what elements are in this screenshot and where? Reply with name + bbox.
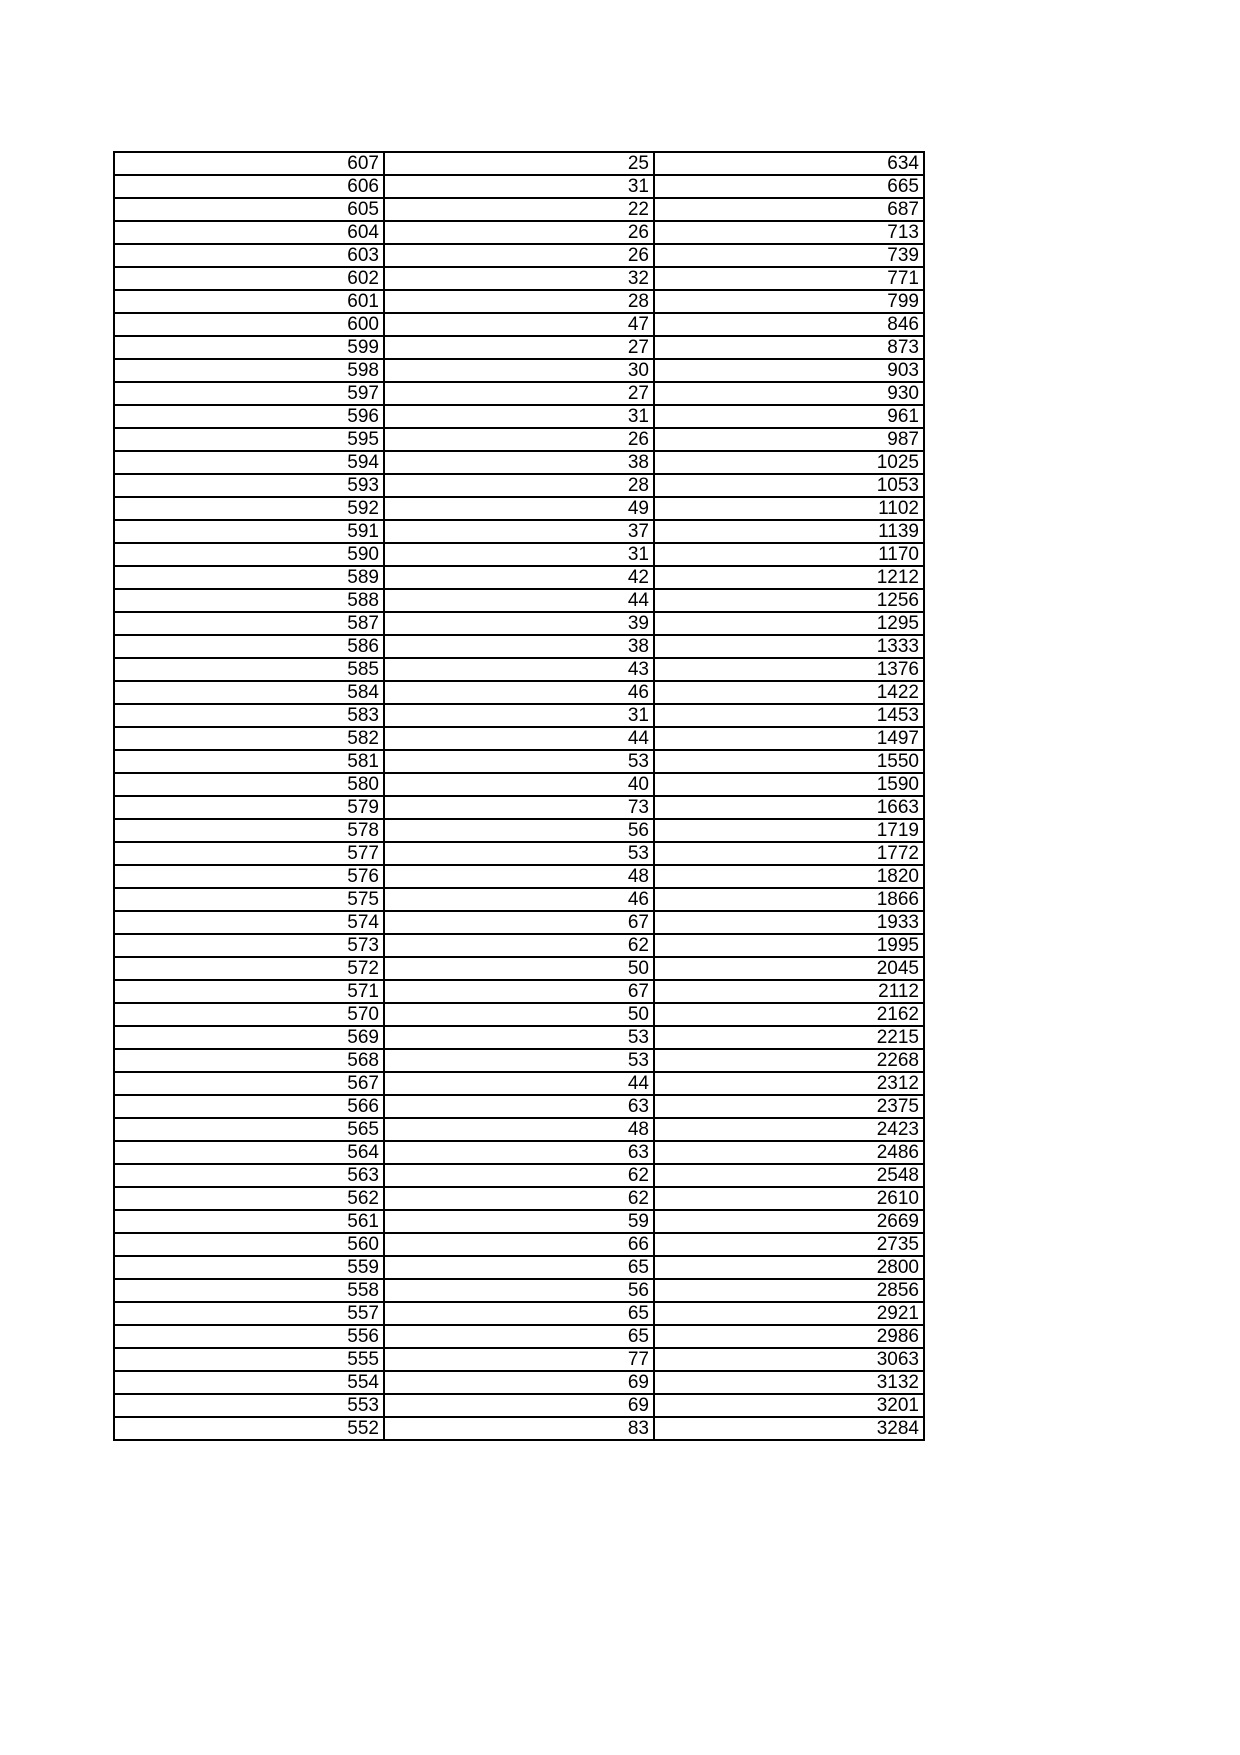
table-row — [114, 221, 924, 244]
score-cell: 602 — [114, 267, 384, 290]
table-row — [114, 635, 924, 658]
cumulative-cell: 3132 — [654, 1371, 924, 1394]
score-cell: 600 — [114, 313, 384, 336]
cumulative-cell: 930 — [654, 382, 924, 405]
cumulative-cell: 1376 — [654, 658, 924, 681]
cumulative-cell: 2735 — [654, 1233, 924, 1256]
table-row — [114, 267, 924, 290]
table-row — [114, 1348, 924, 1371]
table-row — [114, 1302, 924, 1325]
table-row — [114, 290, 924, 313]
cumulative-cell: 2215 — [654, 1026, 924, 1049]
count-cell: 73 — [384, 796, 654, 819]
table-row — [114, 428, 924, 451]
table-row — [114, 612, 924, 635]
count-cell: 26 — [384, 221, 654, 244]
count-cell: 38 — [384, 635, 654, 658]
count-cell: 67 — [384, 980, 654, 1003]
cumulative-cell: 1497 — [654, 727, 924, 750]
table-row — [114, 888, 924, 911]
cumulative-cell: 1139 — [654, 520, 924, 543]
table-row — [114, 152, 924, 175]
score-cell: 588 — [114, 589, 384, 612]
table-row — [114, 957, 924, 980]
count-cell: 28 — [384, 474, 654, 497]
cumulative-cell: 665 — [654, 175, 924, 198]
count-cell: 65 — [384, 1256, 654, 1279]
table-row — [114, 1072, 924, 1095]
cumulative-cell: 713 — [654, 221, 924, 244]
cumulative-cell: 2986 — [654, 1325, 924, 1348]
count-cell: 30 — [384, 359, 654, 382]
count-cell: 44 — [384, 589, 654, 612]
cumulative-cell: 873 — [654, 336, 924, 359]
table-row — [114, 1164, 924, 1187]
count-cell: 39 — [384, 612, 654, 635]
cumulative-cell: 2162 — [654, 1003, 924, 1026]
score-cell: 577 — [114, 842, 384, 865]
count-cell: 32 — [384, 267, 654, 290]
table-row — [114, 934, 924, 957]
table-row — [114, 1394, 924, 1417]
table-row — [114, 1417, 924, 1440]
cumulative-cell: 2312 — [654, 1072, 924, 1095]
count-cell: 38 — [384, 451, 654, 474]
cumulative-cell: 2423 — [654, 1118, 924, 1141]
count-cell: 28 — [384, 290, 654, 313]
count-cell: 63 — [384, 1141, 654, 1164]
cumulative-cell: 2800 — [654, 1256, 924, 1279]
count-cell: 48 — [384, 1118, 654, 1141]
count-cell: 26 — [384, 428, 654, 451]
table-row — [114, 1118, 924, 1141]
score-cell: 576 — [114, 865, 384, 888]
count-cell: 56 — [384, 819, 654, 842]
table-row — [114, 313, 924, 336]
cumulative-cell: 1933 — [654, 911, 924, 934]
cumulative-cell: 2921 — [654, 1302, 924, 1325]
table-row — [114, 359, 924, 382]
count-cell: 63 — [384, 1095, 654, 1118]
score-cell: 567 — [114, 1072, 384, 1095]
score-cell: 589 — [114, 566, 384, 589]
count-cell: 37 — [384, 520, 654, 543]
cumulative-cell: 1820 — [654, 865, 924, 888]
table-row — [114, 1325, 924, 1348]
score-cell: 562 — [114, 1187, 384, 1210]
score-cell: 564 — [114, 1141, 384, 1164]
cumulative-cell: 1719 — [654, 819, 924, 842]
table-row — [114, 1210, 924, 1233]
score-cell: 605 — [114, 198, 384, 221]
cumulative-cell: 1102 — [654, 497, 924, 520]
cumulative-cell: 2610 — [654, 1187, 924, 1210]
score-cell: 604 — [114, 221, 384, 244]
table-row — [114, 727, 924, 750]
score-cell: 581 — [114, 750, 384, 773]
cumulative-cell: 687 — [654, 198, 924, 221]
score-cell: 569 — [114, 1026, 384, 1049]
score-cell: 601 — [114, 290, 384, 313]
score-cell: 557 — [114, 1302, 384, 1325]
score-cell: 582 — [114, 727, 384, 750]
count-cell: 42 — [384, 566, 654, 589]
count-cell: 31 — [384, 405, 654, 428]
cumulative-cell: 1053 — [654, 474, 924, 497]
count-cell: 59 — [384, 1210, 654, 1233]
score-cell: 591 — [114, 520, 384, 543]
score-cell: 606 — [114, 175, 384, 198]
table-row — [114, 750, 924, 773]
table-row — [114, 1371, 924, 1394]
cumulative-cell: 2548 — [654, 1164, 924, 1187]
cumulative-cell: 1550 — [654, 750, 924, 773]
cumulative-cell: 799 — [654, 290, 924, 313]
score-cell: 561 — [114, 1210, 384, 1233]
cumulative-cell: 1333 — [654, 635, 924, 658]
table-row — [114, 1141, 924, 1164]
table-row — [114, 1279, 924, 1302]
table-row — [114, 382, 924, 405]
score-cell: 587 — [114, 612, 384, 635]
cumulative-cell: 1295 — [654, 612, 924, 635]
table-row — [114, 175, 924, 198]
count-cell: 25 — [384, 152, 654, 175]
count-cell: 53 — [384, 842, 654, 865]
table-row — [114, 658, 924, 681]
score-cell: 583 — [114, 704, 384, 727]
count-cell: 67 — [384, 911, 654, 934]
table-row — [114, 336, 924, 359]
score-cell: 603 — [114, 244, 384, 267]
cumulative-cell: 771 — [654, 267, 924, 290]
cumulative-cell: 2856 — [654, 1279, 924, 1302]
table-row — [114, 198, 924, 221]
score-cell: 584 — [114, 681, 384, 704]
count-cell: 53 — [384, 750, 654, 773]
score-cell: 585 — [114, 658, 384, 681]
cumulative-cell: 3063 — [654, 1348, 924, 1371]
score-cell: 575 — [114, 888, 384, 911]
count-cell: 66 — [384, 1233, 654, 1256]
table-body — [114, 152, 924, 1440]
score-cell: 578 — [114, 819, 384, 842]
table-row — [114, 1049, 924, 1072]
count-cell: 49 — [384, 497, 654, 520]
cumulative-cell: 739 — [654, 244, 924, 267]
count-cell: 31 — [384, 175, 654, 198]
table-row — [114, 681, 924, 704]
count-cell: 48 — [384, 865, 654, 888]
score-cell: 580 — [114, 773, 384, 796]
count-cell: 65 — [384, 1302, 654, 1325]
table-row — [114, 796, 924, 819]
table-row — [114, 842, 924, 865]
count-cell: 27 — [384, 382, 654, 405]
table-row — [114, 474, 924, 497]
score-cell: 558 — [114, 1279, 384, 1302]
count-cell: 44 — [384, 727, 654, 750]
count-cell: 43 — [384, 658, 654, 681]
score-cell: 598 — [114, 359, 384, 382]
cumulative-cell: 2112 — [654, 980, 924, 1003]
score-cell: 571 — [114, 980, 384, 1003]
score-cell: 596 — [114, 405, 384, 428]
cumulative-cell: 903 — [654, 359, 924, 382]
data-table — [113, 151, 925, 1441]
table-row — [114, 773, 924, 796]
table-row — [114, 543, 924, 566]
table-row — [114, 405, 924, 428]
score-cell: 570 — [114, 1003, 384, 1026]
count-cell: 65 — [384, 1325, 654, 1348]
score-cell: 555 — [114, 1348, 384, 1371]
score-cell: 586 — [114, 635, 384, 658]
count-cell: 31 — [384, 704, 654, 727]
score-cell: 597 — [114, 382, 384, 405]
table-row — [114, 1187, 924, 1210]
table-row — [114, 520, 924, 543]
cumulative-cell: 1663 — [654, 796, 924, 819]
cumulative-cell: 1866 — [654, 888, 924, 911]
cumulative-cell: 3201 — [654, 1394, 924, 1417]
cumulative-cell: 1422 — [654, 681, 924, 704]
cumulative-cell: 1170 — [654, 543, 924, 566]
cumulative-cell: 987 — [654, 428, 924, 451]
score-cell: 607 — [114, 152, 384, 175]
count-cell: 50 — [384, 1003, 654, 1026]
table-row — [114, 451, 924, 474]
score-cell: 554 — [114, 1371, 384, 1394]
table-row — [114, 1095, 924, 1118]
count-cell: 77 — [384, 1348, 654, 1371]
cumulative-cell: 2045 — [654, 957, 924, 980]
score-cell: 574 — [114, 911, 384, 934]
table-row — [114, 1003, 924, 1026]
cumulative-cell: 634 — [654, 152, 924, 175]
cumulative-cell: 1453 — [654, 704, 924, 727]
table-row — [114, 704, 924, 727]
score-cell: 556 — [114, 1325, 384, 1348]
cumulative-cell: 2268 — [654, 1049, 924, 1072]
cumulative-cell: 846 — [654, 313, 924, 336]
table-row — [114, 566, 924, 589]
table-row — [114, 865, 924, 888]
score-cell: 568 — [114, 1049, 384, 1072]
table-row — [114, 1233, 924, 1256]
count-cell: 22 — [384, 198, 654, 221]
count-cell: 62 — [384, 1187, 654, 1210]
score-cell: 599 — [114, 336, 384, 359]
table-row — [114, 819, 924, 842]
score-cell: 559 — [114, 1256, 384, 1279]
score-cell: 563 — [114, 1164, 384, 1187]
count-cell: 31 — [384, 543, 654, 566]
cumulative-cell: 1590 — [654, 773, 924, 796]
count-cell: 26 — [384, 244, 654, 267]
count-cell: 62 — [384, 1164, 654, 1187]
table-row — [114, 1256, 924, 1279]
score-cell: 572 — [114, 957, 384, 980]
cumulative-cell: 2375 — [654, 1095, 924, 1118]
score-cell: 553 — [114, 1394, 384, 1417]
cumulative-cell: 3284 — [654, 1417, 924, 1440]
count-cell: 56 — [384, 1279, 654, 1302]
cumulative-cell: 1025 — [654, 451, 924, 474]
table-row — [114, 980, 924, 1003]
count-cell: 53 — [384, 1026, 654, 1049]
count-cell: 46 — [384, 681, 654, 704]
score-cell: 590 — [114, 543, 384, 566]
count-cell: 53 — [384, 1049, 654, 1072]
table-row — [114, 589, 924, 612]
table-row — [114, 244, 924, 267]
count-cell: 69 — [384, 1394, 654, 1417]
count-cell: 62 — [384, 934, 654, 957]
table-row — [114, 497, 924, 520]
score-cell: 566 — [114, 1095, 384, 1118]
table-row — [114, 1026, 924, 1049]
count-cell: 47 — [384, 313, 654, 336]
score-cell: 565 — [114, 1118, 384, 1141]
cumulative-cell: 2486 — [654, 1141, 924, 1164]
cumulative-cell: 961 — [654, 405, 924, 428]
count-cell: 46 — [384, 888, 654, 911]
table-row — [114, 911, 924, 934]
count-cell: 50 — [384, 957, 654, 980]
score-cell: 552 — [114, 1417, 384, 1440]
count-cell: 69 — [384, 1371, 654, 1394]
score-cell: 593 — [114, 474, 384, 497]
score-cell: 560 — [114, 1233, 384, 1256]
cumulative-cell: 1772 — [654, 842, 924, 865]
count-cell: 40 — [384, 773, 654, 796]
cumulative-cell: 2669 — [654, 1210, 924, 1233]
count-cell: 83 — [384, 1417, 654, 1440]
cumulative-cell: 1256 — [654, 589, 924, 612]
cumulative-cell: 1212 — [654, 566, 924, 589]
score-cell: 595 — [114, 428, 384, 451]
score-cell: 579 — [114, 796, 384, 819]
score-cell: 573 — [114, 934, 384, 957]
count-cell: 27 — [384, 336, 654, 359]
score-cell: 592 — [114, 497, 384, 520]
score-cell: 594 — [114, 451, 384, 474]
cumulative-cell: 1995 — [654, 934, 924, 957]
count-cell: 44 — [384, 1072, 654, 1095]
